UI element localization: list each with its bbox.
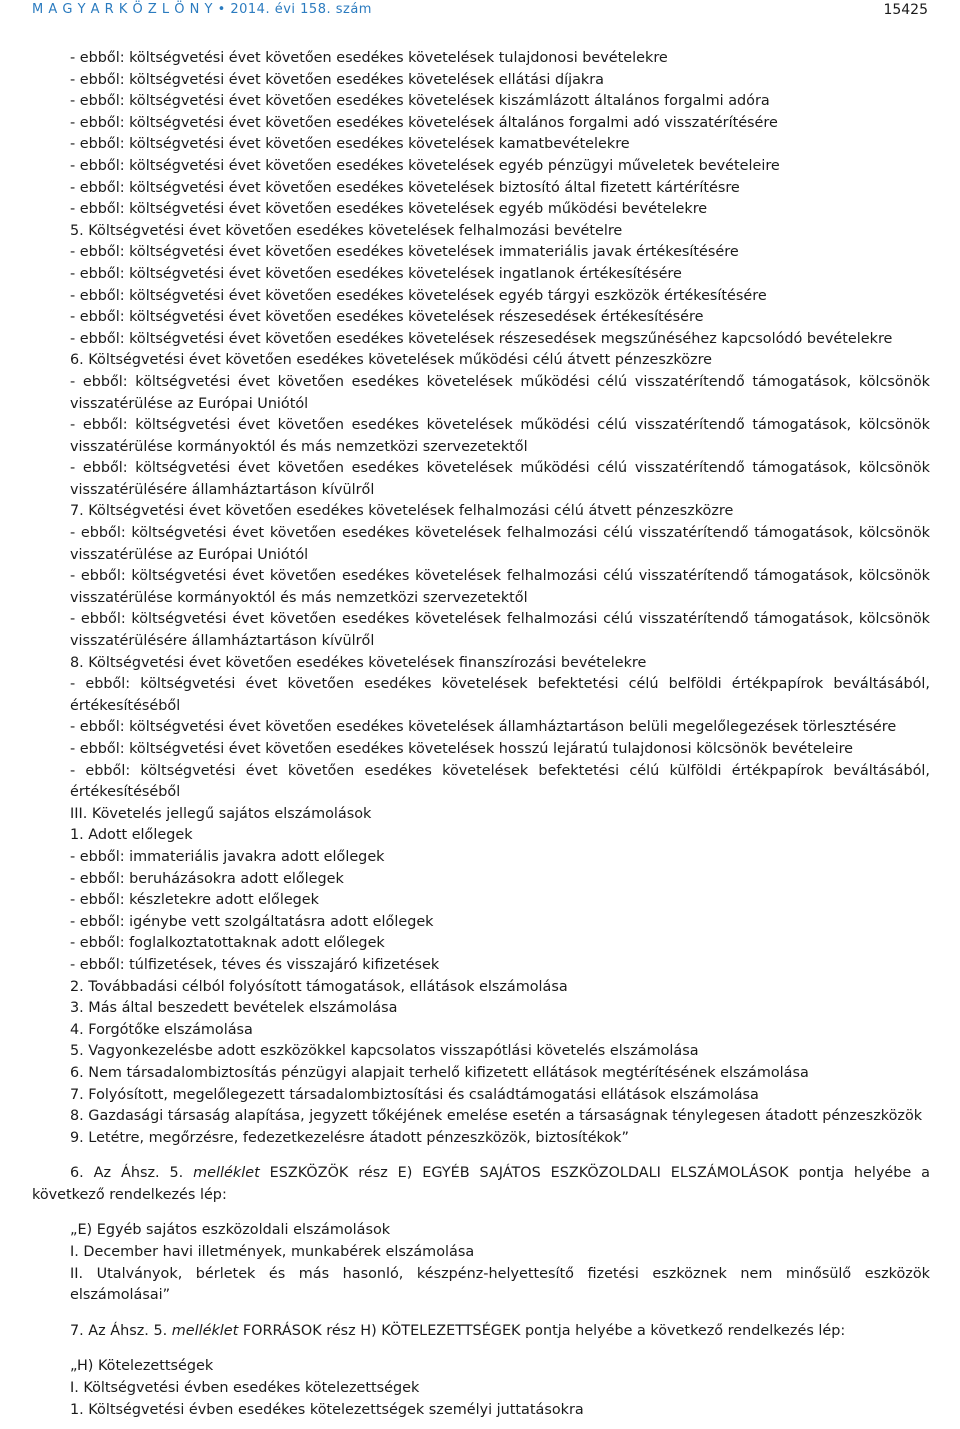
list-item: - ebből: költségvetési évet követően esedékes követelések felhalmozási célú visszatérítendő támogatások, kölcsönök visszatérülése kormányoktól és más nemzetközi szervezetektől <box>70 568 930 606</box>
list-item: - ebből: költségvetési évet követően esedékes követelések felhalmozási célú visszatérítendő támogatások, kölcsönök visszatérülése az Európai Uniótól <box>70 525 930 563</box>
list-item: - ebből: költségvetési évet követően esedékes követelések ellátási díjakra <box>70 71 604 88</box>
list-item: 2. Továbbadási célból folyósított támogatások, ellátások elszámolása <box>70 978 568 995</box>
list-item: 9. Letétre, megőrzésre, fedezetkezelésre átadott pénzeszközök, biztosítékok” <box>70 1129 629 1146</box>
list-item: - ebből: költségvetési évet követően esedékes követelések befektetési célú belföldi értékpapírok beváltásából, értékesítéséből <box>70 676 930 714</box>
list-item: II. Utalványok, bérletek és más hasonló, készpénz-helyettesítő fizetési eszköznek nem minősülő eszközök elszámolásai” <box>70 1265 930 1304</box>
publication-title: M A G Y A R K Ö Z L Ö N Y • 2014. évi 158. szám <box>32 2 372 17</box>
list-item: - ebből: költségvetési évet követően esedékes követelések kiszámlázott általános forgalmi adóra <box>70 93 770 110</box>
list-item: - ebből: költségvetési évet követően esedékes követelések immateriális javak értékesítésére <box>70 244 739 261</box>
list-item: - ebből: költségvetési évet követően esedékes követelések általános forgalmi adó visszatérítésére <box>70 114 778 131</box>
list-item: 6. Nem társadalombiztosítás pénzügyi alapjait terhelő kifizetett ellátások megtérítésének elszámolása <box>70 1064 809 1081</box>
list-item: „H) Kötelezettségek <box>70 1358 214 1375</box>
list-item: I. Költségvetési évben esedékes kötelezettségek <box>70 1380 420 1397</box>
para6-suffix: ESZKÖZÖK rész E) EGYÉB SAJÁTOS ESZKÖZOLDALI ELSZÁMOLÁSOK pontja helyébe a következő rendelkezés lép: <box>32 1165 930 1203</box>
list-item: - ebből: költségvetési évet követően esedékes követelések befektetési célú külföldi értékpapírok beváltásából, értékesítéséből <box>70 762 930 801</box>
list-item: - ebből: költségvetési évet követően esedékes követelések egyéb pénzügyi műveletek bevételeire <box>70 157 780 174</box>
para7-italic: melléklet <box>171 1322 239 1339</box>
para6-italic: melléklet <box>193 1165 260 1182</box>
list-item: - ebből: foglalkoztatottaknak adott előlegek <box>70 935 385 952</box>
asset-accounting-list <box>32 1220 930 1306</box>
list-item: 1. Adott előlegek <box>70 827 193 844</box>
list-item: 6. Költségvetési évet követően esedékes követelések működési célú átvett pénzeszközre <box>70 352 713 369</box>
amendment-paragraph-6 <box>32 1163 930 1206</box>
list-item: - ebből: immateriális javakra adott előlegek <box>70 848 385 865</box>
list-item: - ebből: költségvetési évet követően esedékes követelések egyéb tárgyi eszközök értékesítésére <box>70 287 767 304</box>
list-item: 7. Költségvetési évet követően esedékes követelések felhalmozási célú átvett pénzeszközre <box>70 503 734 520</box>
list-item: - ebből: költségvetési évet követően esedékes követelések biztosító által fizetett kártérítésre <box>70 179 740 196</box>
list-item: 8. Költségvetési évet követően esedékes követelések finanszírozási bevételekre <box>70 654 647 671</box>
page-header <box>32 0 928 20</box>
list-item: - ebből: igénybe vett szolgáltatásra adott előlegek <box>70 913 434 930</box>
para7-prefix: 7. Az Áhsz. 5. <box>70 1322 172 1339</box>
list-item: - ebből: költségvetési évet követően esedékes követelések egyéb működési bevételekre <box>70 201 708 218</box>
list-item: - ebből: költségvetési évet követően esedékes követelések ingatlanok értékesítésére <box>70 265 682 282</box>
list-item: - ebből: költségvetési évet követően esedékes követelések működési célú visszatérítendő támogatások, kölcsönök visszatérülése kormányoktól és más nemzetközi szervezetektől <box>70 417 930 455</box>
list-item: - ebből: beruházásokra adott előlegek <box>70 870 344 887</box>
list-item: - ebből: túlfizetések, téves és visszajáró kifizetések <box>70 956 440 973</box>
page-number: 15425 <box>883 2 928 18</box>
list-item: - ebből: költségvetési évet követően esedékes követelések részesedések értékesítésére <box>70 309 704 326</box>
list-item: 8. Gazdasági társaság alapítása, jegyzett tőkéjének emelése esetén a társaságnak ténylegesen átadott pénzeszközök <box>70 1108 923 1125</box>
amendment-paragraph-7 <box>32 1321 930 1343</box>
list-item: - ebből: költségvetési évet követően esedékes követelések működési célú visszatérítendő támogatások, kölcsönök visszatérülése az Európai Uniótól <box>70 373 930 412</box>
list-item: „E) Egyéb sajátos eszközoldali elszámolások <box>70 1222 391 1239</box>
list-item: - ebből: költségvetési évet követően esedékes követelések hosszú lejáratú tulajdonosi kölcsönök bevételeire <box>70 741 854 757</box>
liabilities-list <box>32 1356 930 1421</box>
list-item: - ebből: készletekre adott előlegek <box>70 892 319 909</box>
spacer <box>32 1149 930 1163</box>
list-item: - ebből: költségvetési évet követően esedékes követelések tulajdonosi bevételekre <box>70 50 668 66</box>
para6-prefix: 6. Az Áhsz. 5. <box>70 1165 194 1182</box>
list-item: 4. Forgótőke elszámolása <box>70 1021 253 1038</box>
list-item: - ebből: költségvetési évet követően esedékes követelések felhalmozási célú visszatérítendő támogatások, kölcsönök visszatérülésére államháztartáson kívülről <box>70 611 930 650</box>
spacer <box>32 1342 930 1356</box>
list-item: - ebből: költségvetési évet követően esedékes követelések államháztartáson belüli megelőlegezések törlesztésére <box>70 719 897 736</box>
list-item: 1. Költségvetési évben esedékes kötelezettségek személyi juttatásokra <box>70 1401 584 1418</box>
list-item: III. Követelés jellegű sajátos elszámolások <box>70 805 372 822</box>
list-item: - ebből: költségvetési évet követően esedékes követelések működési célú visszatérítendő támogatások, kölcsönök visszatérülésére államháztartáson kívülről <box>70 460 930 498</box>
list-item: - ebből: költségvetési évet követően esedékes követelések részesedések megszűnéséhez kapcsolódó bevételekre <box>70 330 893 347</box>
list-item: 3. Más által beszedett bevételek elszámolása <box>70 1000 398 1017</box>
list-item: - ebből: költségvetési évet követően esedékes követelések kamatbevételekre <box>70 136 630 153</box>
spacer <box>32 1206 930 1220</box>
list-item: 5. Költségvetési évet követően esedékes követelések felhalmozási bevételre <box>70 222 623 239</box>
para7-suffix: FORRÁSOK rész H) KÖTELEZETTSÉGEK pontja helyébe a következő rendelkezés lép: <box>238 1322 846 1339</box>
document-body <box>32 48 930 1421</box>
list-item: I. December havi illetmények, munkabérek elszámolása <box>70 1244 475 1261</box>
receivables-list <box>32 48 930 1149</box>
spacer <box>32 1307 930 1321</box>
list-item: 5. Vagyonkezelésbe adott eszközökkel kapcsolatos visszapótlási követelés elszámolása <box>70 1043 699 1060</box>
list-item: 7. Folyósított, megelőlegezett társadalombiztosítási és családtámogatási ellátások elszámolása <box>70 1086 759 1103</box>
